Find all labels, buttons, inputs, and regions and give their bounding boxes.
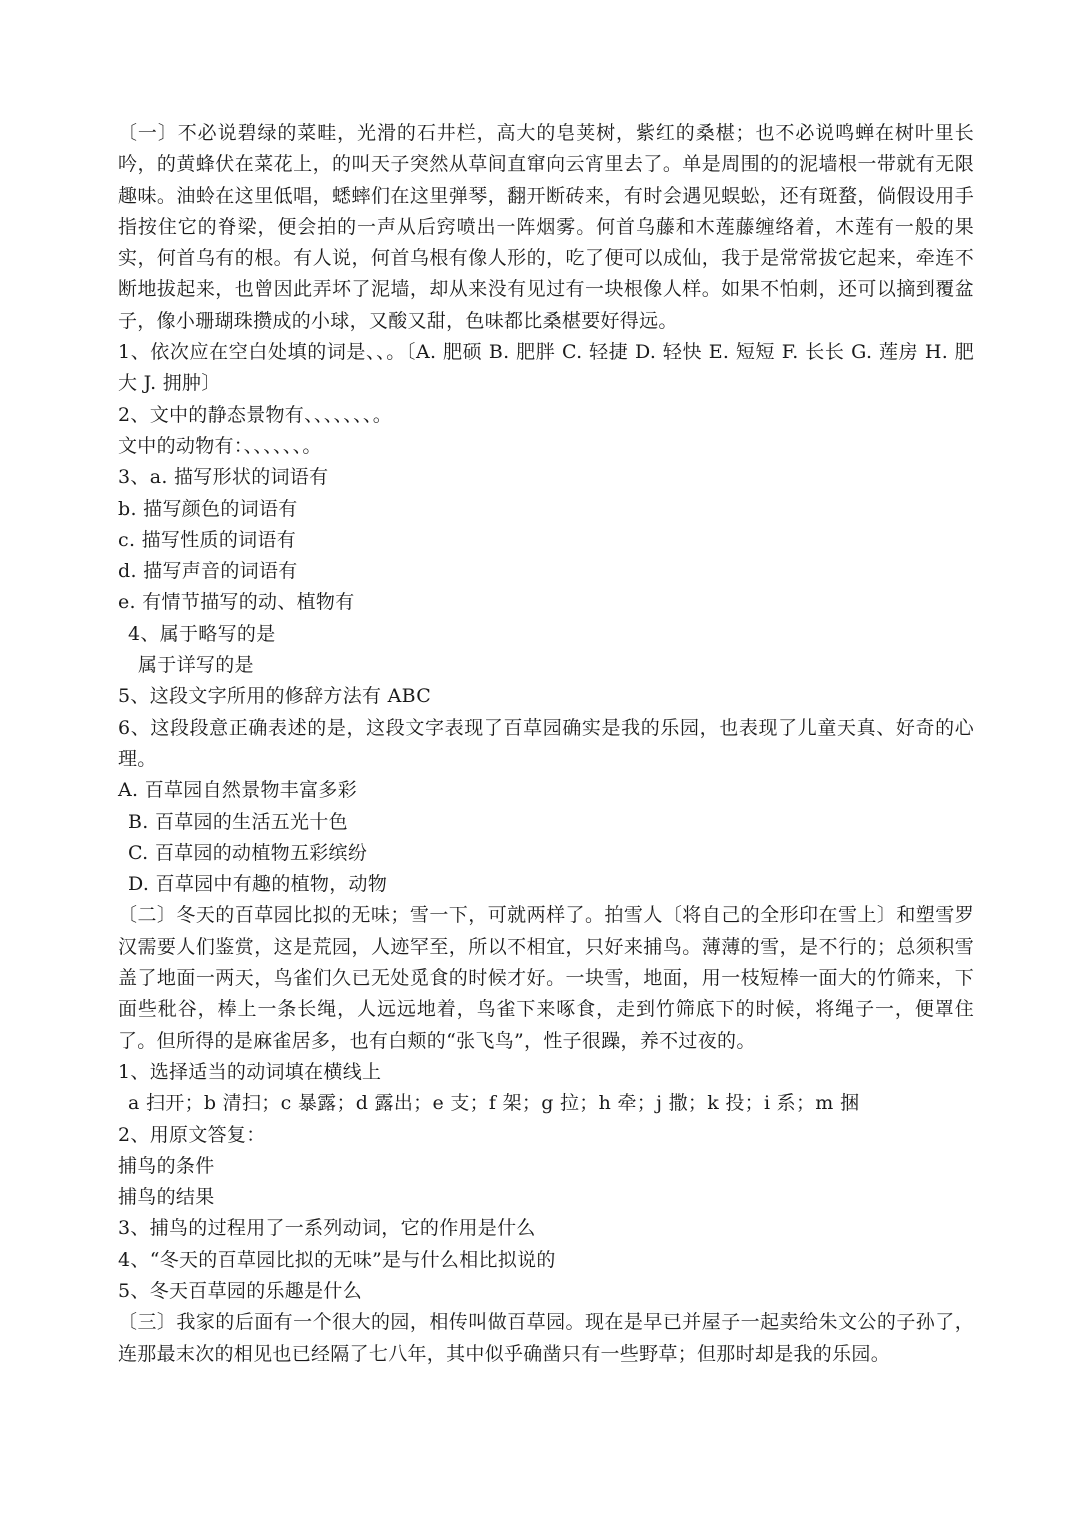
question-1-3a: 3、a. 描写形状的词语有 (118, 466, 329, 489)
question-1-4-detail: 属于详写的是 (138, 654, 254, 677)
question-1-6: 6、这段段意正确表述的是，这段文字表现了百草园确实是我的乐园，也表现了儿童天真、好奇的心理。 (118, 716, 974, 770)
passage-1-paragraph: 〔一〕不必说碧绿的菜畦，光滑的石井栏，高大的皂荚树，紫红的桑椹；也不必说鸣蝉在树叶里长吟，的黄蜂伏在菜花上，的叫天子突然从草间直窜向云宵里去了。单是周围的的泥墙根一带就有无限趣味。油蛉在这里低唱，蟋蟀们在这里弹琴，翻开断砖来，有时会遇见蜈蚣，还有斑蝥，倘假设用手指按住它的脊梁，便会拍的一声从后窍喷出一阵烟雾。何首乌藤和木莲藤缠络着，木莲有一般的果实，何首乌有的根。有人说，何首乌根有像人形的，吃了便可以成仙，我于是常常拔它起来，牵连不断地拔起来，也曾因此弄坏了泥墙，却从来没有见过有一块根像人样。如果不怕刺，还可以摘到覆盆子，像小珊瑚珠攒成的小球，又酸又甜，色味都比桑椹要好得远。 (118, 122, 974, 332)
question-2-2: 2、用原文答复： (118, 1123, 266, 1146)
document-body (118, 118, 974, 1370)
question-2-5: 5、冬天百草园的乐趣是什么 (118, 1279, 362, 1302)
question-1-2: 2、文中的静态景物有、、、、、、、。 (118, 403, 392, 426)
option-b: B. 百草园的生活五光十色 (128, 810, 348, 833)
question-1-3d: d. 描写声音的词语有 (118, 560, 298, 583)
question-2-1-choices: a 扫开；b 清扫；c 暴露；d 露出；e 支；f 架；g 拉；h 牵；j 撒；k 投；i 系；m 捆 (128, 1092, 860, 1115)
question-1-3e: e. 有情节描写的动、植物有 (118, 591, 355, 614)
question-1-3c: c. 描写性质的词语有 (118, 528, 297, 551)
passage-3-paragraph: 〔三〕我家的后面有一个很大的园，相传叫做百草园。现在是早已并屋子一起卖给朱文公的子孙了，连那最末次的相见也已经隔了七八年，其中似乎确凿只有一些野草；但那时却是我的乐园。 (118, 1311, 974, 1365)
question-1-2-animals: 文中的动物有：、、、、、、。 (118, 434, 322, 457)
option-c: C. 百草园的动植物五彩缤纷 (128, 841, 368, 864)
question-2-2-condition: 捕鸟的条件 (118, 1154, 215, 1177)
question-1-1: 1、依次应在空白处填的词是、、。〔A. 肥硕 B. 肥胖 C. 轻捷 D. 轻快 E. 短短 F. 长长 G. 莲房 H. 肥大 J. 拥肿〕 (118, 341, 974, 395)
question-2-4: 4、“冬天的百草园比拟的无味”是与什么相比拟说的 (118, 1248, 556, 1271)
passage-2-paragraph: 〔二〕冬天的百草园比拟的无味；雪一下，可就两样了。拍雪人〔将自己的全形印在雪上〕和塑雪罗汉需要人们鉴赏，这是荒园，人迹罕至，所以不相宜，只好来捕鸟。薄薄的雪，是不行的；总须积雪盖了地面一两天，鸟雀们久已无处觅食的时候才好。一块雪，地面，用一枝短棒一面大的竹筛来，下面些秕谷，棒上一条长绳，人远远地着，鸟雀下来啄食，走到竹筛底下的时候，将绳子一，便罩住了。但所得的是麻雀居多，也有白颊的“张飞鸟”，性子很躁，养不过夜的。 (118, 904, 974, 1052)
question-2-1: 1、选择适当的动词填在横线上 (118, 1060, 382, 1083)
question-1-4: 4、属于略写的是 (128, 622, 276, 645)
question-2-2-result: 捕鸟的结果 (118, 1186, 215, 1209)
option-a: A. 百草园自然景物丰富多彩 (118, 779, 358, 802)
option-d: D. 百草园中有趣的植物，动物 (128, 873, 388, 896)
question-2-3: 3、捕鸟的过程用了一系列动词，它的作用是什么 (118, 1217, 536, 1240)
question-1-3b: b. 描写颜色的词语有 (118, 497, 298, 520)
question-1-5: 5、这段文字所用的修辞方法有 ABC (118, 685, 432, 708)
